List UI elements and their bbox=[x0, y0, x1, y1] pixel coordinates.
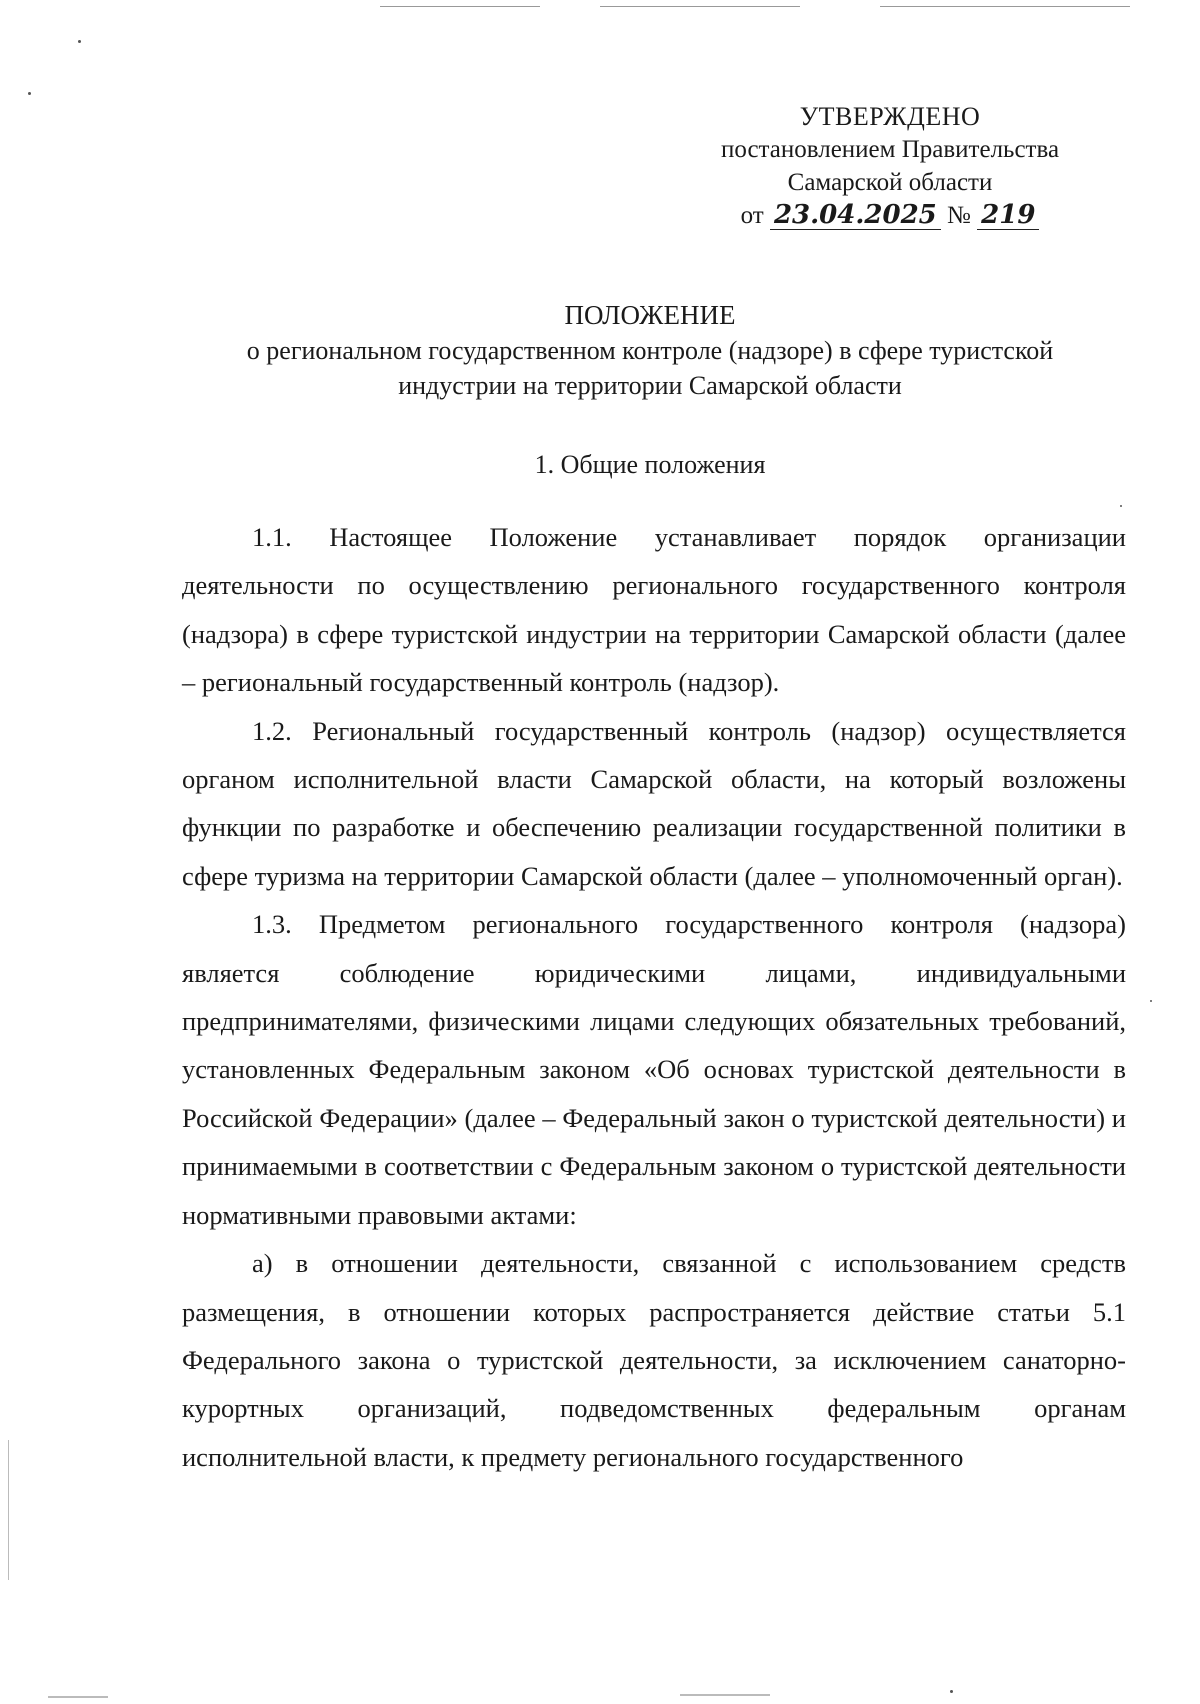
paragraph-1-3: 1.3. Предметом регионального государственного контроля (надзора) является соблюдение юридическими лицами, индивидуальными предпринимателями, физическими лицами следующих обязательных требований, установленных Федеральным законом «Об основах туристской деятельности в Российской Федерации» (далее – Федеральный закон о туристской деятельности) и принимаемыми в соответствии с Федеральным законом о туристской деятельности нормативными правовыми актами: bbox=[182, 909, 1126, 1230]
scan-speck bbox=[78, 40, 81, 43]
document-heading: ПОЛОЖЕНИЕ bbox=[564, 300, 736, 330]
scan-speck bbox=[1150, 1000, 1152, 1002]
handwritten-date: 23.04.2025 bbox=[770, 201, 941, 230]
approval-line-2: Самарской области bbox=[787, 169, 993, 196]
number-prefix: № bbox=[947, 202, 971, 229]
handwritten-number: 219 bbox=[977, 201, 1039, 230]
document-subtitle-line-2: индустрии на территории Самарской области bbox=[398, 371, 902, 400]
paragraph-1-2: 1.2. Региональный государственный контроль (надзор) осуществляется органом исполнительной власти Самарской области, на который возложены функции по разработке и обеспечению реализации государственной политики в сфере туризма на территории Самарской области (далее – уполномоченный орган). bbox=[182, 715, 1126, 891]
document-title-block bbox=[180, 298, 1120, 403]
section-heading: 1. Общие положения bbox=[534, 450, 766, 479]
scan-speck bbox=[28, 92, 31, 95]
scan-smudge bbox=[680, 1694, 770, 1696]
approval-block bbox=[655, 100, 1125, 232]
document-subtitle-line-1: о региональном государственном контроле (надзоре) в сфере туристской bbox=[246, 336, 1054, 365]
approval-date-line bbox=[741, 199, 1040, 232]
scan-edge-line bbox=[600, 6, 800, 7]
scan-smudge bbox=[8, 1440, 9, 1580]
scan-smudge bbox=[48, 1696, 108, 1698]
scan-edge-line bbox=[380, 6, 540, 7]
document-body bbox=[182, 513, 1126, 1481]
approval-title: УТВЕРЖДЕНО bbox=[799, 102, 981, 131]
scan-edge-line bbox=[880, 6, 1130, 7]
scan-speck bbox=[950, 1690, 953, 1693]
paragraph-1-1: 1.1. Настоящее Положение устанавливает порядок организации деятельности по осуществлению регионального государственного контроля (надзора) в сфере туристской индустрии на территории Самарской области (далее – региональный государственный контроль (надзор). bbox=[182, 522, 1126, 698]
date-prefix: от bbox=[740, 202, 764, 229]
paragraph-a: а) в отношении деятельности, связанной с использованием средств размещения, в отношении которых распространяется действие статьи 5.1 Федерального закона о туристской деятельности, за исключением санаторно-курортных организаций, подведомственных федеральным органам исполнительной власти, к предмету регионального государственного bbox=[182, 1248, 1126, 1472]
scan-speck bbox=[1120, 505, 1122, 507]
approval-line-1: постановлением Правительства bbox=[720, 136, 1060, 163]
